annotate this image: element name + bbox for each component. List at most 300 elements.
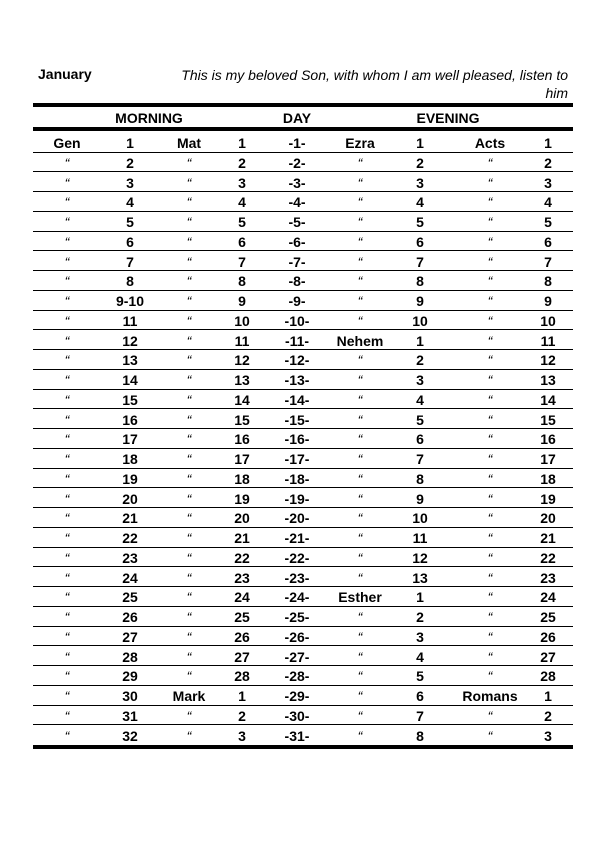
cell-day-number: -4-: [288, 194, 306, 211]
cell-evening-book: Nehem: [336, 332, 384, 349]
cell-day-number: -27-: [284, 648, 310, 665]
cell-day-number: -2-: [288, 154, 306, 171]
row-divider: [33, 645, 573, 646]
cell-evening-book: “: [357, 451, 363, 467]
cell-evening-chapter: 8: [416, 727, 424, 744]
cell-evening-book: “: [357, 530, 363, 546]
cell-morning-book: “: [64, 174, 70, 191]
cell-evening-chapter: 2: [416, 609, 424, 625]
cell-morning-book: “: [64, 688, 70, 704]
cell-morning-chapter-2: 4: [238, 194, 246, 211]
cell-evening-chapter: 9: [416, 490, 424, 507]
cell-morning-chapter-2: 3: [238, 174, 246, 191]
cell-morning-chapter-2: 28: [234, 668, 250, 685]
cell-morning-book: “: [64, 214, 70, 230]
cell-morning-book-2: “: [186, 352, 192, 369]
cell-evening-book-2: “: [487, 174, 493, 191]
cell-morning-book: “: [64, 648, 70, 665]
cell-morning-chapter: 7: [126, 253, 134, 270]
cell-evening-book-2: “: [487, 253, 493, 270]
cell-day-number: -19-: [284, 490, 310, 507]
cell-morning-chapter: 19: [122, 470, 138, 487]
cell-evening-chapter-2: 6: [544, 233, 552, 250]
cell-evening-chapter: 6: [416, 431, 424, 448]
cell-evening-chapter-2: 4: [544, 194, 552, 211]
cell-day-number: -10-: [284, 312, 310, 329]
cell-morning-chapter: 31: [122, 707, 138, 724]
cell-evening-book: “: [357, 668, 363, 685]
header-rule: [33, 127, 573, 131]
row-divider: [33, 231, 573, 232]
cell-morning-chapter: 25: [122, 589, 138, 606]
cell-evening-book: “: [357, 510, 363, 527]
cell-evening-book: “: [357, 293, 363, 309]
cell-evening-book-2: “: [487, 589, 493, 606]
cell-evening-book: “: [357, 154, 363, 171]
cell-day-number: -9-: [288, 293, 306, 309]
row-divider: [33, 586, 573, 587]
cell-morning-book-2: Mat: [176, 135, 202, 151]
cell-morning-chapter-2: 11: [234, 332, 250, 349]
cell-evening-chapter: 5: [416, 668, 424, 685]
cell-evening-book-2: Acts: [474, 135, 506, 151]
cell-morning-book-2: “: [186, 174, 192, 191]
cell-evening-book: “: [357, 372, 363, 388]
cell-evening-chapter: 6: [416, 688, 424, 704]
cell-evening-chapter: 8: [416, 273, 424, 290]
row-divider: [33, 606, 573, 607]
cell-morning-book: “: [64, 569, 70, 586]
cell-evening-book: “: [357, 273, 363, 290]
cell-evening-book: “: [357, 411, 363, 428]
cell-evening-book-2: “: [487, 451, 493, 467]
cell-morning-chapter-2: 1: [238, 688, 246, 704]
header-day: DAY: [282, 110, 312, 126]
cell-evening-book: Esther: [338, 589, 382, 606]
cell-morning-chapter: 16: [122, 411, 138, 428]
cell-evening-book-2: “: [487, 490, 493, 507]
top-rule: [33, 103, 573, 107]
cell-morning-book-2: Mark: [172, 688, 206, 704]
cell-evening-chapter: 10: [412, 312, 428, 329]
cell-day-number: -23-: [284, 569, 310, 586]
cell-evening-book-2: “: [487, 510, 493, 527]
cell-evening-book-2: “: [487, 470, 493, 487]
cell-morning-chapter: 30: [122, 688, 138, 704]
cell-morning-book-2: “: [186, 609, 192, 625]
cell-morning-chapter-2: 15: [234, 411, 250, 428]
cell-morning-book: “: [64, 233, 70, 250]
cell-morning-book: “: [64, 727, 70, 744]
cell-evening-book: “: [357, 352, 363, 369]
cell-evening-chapter-2: 15: [540, 411, 556, 428]
cell-day-number: -11-: [284, 332, 310, 349]
cell-evening-chapter-2: 1: [544, 135, 552, 151]
cell-evening-book: “: [357, 470, 363, 487]
cell-morning-chapter: 1: [126, 135, 134, 151]
cell-evening-book-2: “: [487, 609, 493, 625]
cell-evening-book: Ezra: [345, 135, 375, 151]
cell-evening-book-2: “: [487, 648, 493, 665]
row-divider: [33, 191, 573, 192]
cell-day-number: -29-: [284, 688, 310, 704]
cell-morning-chapter: 6: [126, 233, 134, 250]
cell-morning-book: “: [64, 530, 70, 546]
cell-evening-chapter-2: 7: [544, 253, 552, 270]
cell-evening-chapter-2: 26: [540, 628, 556, 645]
cell-morning-chapter: 32: [122, 727, 138, 744]
cell-evening-book: “: [357, 174, 363, 191]
cell-day-number: -31-: [284, 727, 310, 744]
cell-evening-chapter-2: 1: [544, 688, 552, 704]
cell-morning-chapter: 4: [126, 194, 134, 211]
row-divider: [33, 250, 573, 251]
cell-morning-chapter: 21: [122, 510, 138, 527]
verse-text: This is my beloved Son, with whom I am well pleased, listen to him: [181, 67, 568, 101]
cell-day-number: -13-: [284, 372, 310, 388]
cell-day-number: -20-: [284, 510, 310, 527]
cell-evening-chapter: 7: [416, 707, 424, 724]
cell-morning-book-2: “: [186, 569, 192, 586]
cell-morning-chapter: 5: [126, 214, 134, 230]
row-divider: [33, 566, 573, 567]
cell-evening-book: “: [357, 648, 363, 665]
cell-evening-book: “: [357, 707, 363, 724]
cell-morning-chapter-2: 9: [238, 293, 246, 309]
cell-morning-chapter-2: 22: [234, 549, 250, 566]
cell-morning-chapter-2: 19: [234, 490, 250, 507]
cell-morning-book: “: [64, 589, 70, 606]
cell-morning-book-2: “: [186, 549, 192, 566]
cell-morning-chapter-2: 27: [234, 648, 250, 665]
cell-morning-chapter-2: 14: [234, 391, 250, 408]
cell-morning-book: “: [64, 293, 70, 309]
cell-evening-chapter-2: 16: [540, 431, 556, 448]
row-divider: [33, 468, 573, 469]
cell-evening-book-2: “: [487, 628, 493, 645]
header-evening: EVENING: [416, 110, 480, 126]
cell-morning-chapter: 27: [122, 628, 138, 645]
cell-evening-chapter: 5: [416, 411, 424, 428]
cell-morning-chapter: 23: [122, 549, 138, 566]
cell-evening-chapter-2: 17: [540, 451, 556, 467]
cell-morning-chapter-2: 24: [234, 589, 250, 606]
cell-evening-book: “: [357, 312, 363, 329]
month-title: January: [38, 66, 92, 82]
cell-evening-chapter: 12: [412, 549, 428, 566]
cell-morning-book-2: “: [186, 372, 192, 388]
cell-morning-chapter-2: 7: [238, 253, 246, 270]
cell-morning-chapter-2: 5: [238, 214, 246, 230]
cell-evening-book: “: [357, 253, 363, 270]
cell-morning-chapter: 2: [126, 154, 134, 171]
row-divider: [33, 487, 573, 488]
cell-evening-chapter: 9: [416, 293, 424, 309]
cell-morning-book: “: [64, 707, 70, 724]
cell-evening-chapter: 1: [416, 332, 424, 349]
row-divider: [33, 270, 573, 271]
cell-morning-book-2: “: [186, 233, 192, 250]
cell-morning-chapter: 29: [122, 668, 138, 685]
row-divider: [33, 211, 573, 212]
cell-morning-book-2: “: [186, 530, 192, 546]
cell-morning-chapter: 3: [126, 174, 134, 191]
cell-morning-chapter-2: 6: [238, 233, 246, 250]
row-divider: [33, 626, 573, 627]
cell-morning-book-2: “: [186, 727, 192, 744]
cell-morning-book-2: “: [186, 273, 192, 290]
cell-evening-book: “: [357, 727, 363, 744]
cell-morning-chapter: 22: [122, 530, 138, 546]
cell-evening-book-2: “: [487, 372, 493, 388]
cell-day-number: -30-: [284, 707, 310, 724]
cell-evening-book-2: “: [487, 707, 493, 724]
cell-day-number: -26-: [284, 628, 310, 645]
row-divider: [33, 527, 573, 528]
cell-evening-chapter: 2: [416, 352, 424, 369]
cell-evening-book-2: “: [487, 214, 493, 230]
cell-day-number: -25-: [284, 609, 310, 625]
cell-morning-book: “: [64, 194, 70, 211]
cell-day-number: -17-: [284, 451, 310, 467]
cell-morning-chapter-2: 1: [238, 135, 246, 151]
cell-evening-chapter: 4: [416, 648, 424, 665]
cell-evening-chapter: 3: [416, 628, 424, 645]
cell-evening-chapter: 4: [416, 194, 424, 211]
cell-evening-chapter: 5: [416, 214, 424, 230]
row-divider: [33, 389, 573, 390]
cell-evening-chapter-2: 8: [544, 273, 552, 290]
cell-day-number: -6-: [288, 233, 306, 250]
cell-morning-chapter-2: 25: [234, 609, 250, 625]
cell-evening-chapter-2: 5: [544, 214, 552, 230]
cell-morning-book: “: [64, 352, 70, 369]
cell-morning-book-2: “: [186, 214, 192, 230]
cell-evening-chapter-2: 2: [544, 154, 552, 171]
cell-day-number: -3-: [288, 174, 306, 191]
cell-evening-chapter-2: 12: [540, 352, 556, 369]
cell-morning-book: “: [64, 154, 70, 171]
cell-day-number: -7-: [288, 253, 306, 270]
cell-morning-book-2: “: [186, 470, 192, 487]
cell-evening-chapter-2: 2: [544, 707, 552, 724]
cell-evening-chapter: 4: [416, 391, 424, 408]
cell-morning-chapter-2: 13: [234, 372, 250, 388]
cell-morning-book-2: “: [186, 312, 192, 329]
cell-morning-book: “: [64, 372, 70, 388]
cell-morning-chapter-2: 10: [234, 312, 250, 329]
cell-evening-book: “: [357, 214, 363, 230]
cell-evening-book-2: “: [487, 273, 493, 290]
cell-evening-book: “: [357, 609, 363, 625]
cell-morning-book-2: “: [186, 431, 192, 448]
cell-day-number: -12-: [284, 352, 310, 369]
cell-evening-chapter-2: 25: [540, 609, 556, 625]
header-morning: MORNING: [115, 110, 183, 126]
row-divider: [33, 329, 573, 330]
cell-morning-book: “: [64, 312, 70, 329]
cell-morning-chapter: 24: [122, 569, 138, 586]
cell-evening-book: “: [357, 628, 363, 645]
cell-morning-book-2: “: [186, 391, 192, 408]
cell-evening-book-2: “: [487, 668, 493, 685]
cell-morning-book: “: [64, 628, 70, 645]
row-divider: [33, 448, 573, 449]
cell-morning-book: “: [64, 431, 70, 448]
cell-evening-book: “: [357, 391, 363, 408]
row-divider: [33, 369, 573, 370]
cell-day-number: -24-: [284, 589, 310, 606]
cell-evening-book: “: [357, 233, 363, 250]
cell-evening-chapter: 10: [412, 510, 428, 527]
cell-morning-chapter-2: 16: [234, 431, 250, 448]
cell-day-number: -1-: [288, 135, 306, 151]
cell-morning-chapter-2: 2: [238, 154, 246, 171]
row-divider: [33, 349, 573, 350]
cell-evening-book-2: “: [487, 194, 493, 211]
cell-day-number: -5-: [288, 214, 306, 230]
cell-evening-book: “: [357, 688, 363, 704]
cell-morning-chapter-2: 17: [234, 451, 250, 467]
cell-morning-chapter: 13: [122, 352, 138, 369]
cell-morning-book-2: “: [186, 154, 192, 171]
cell-morning-book: “: [64, 549, 70, 566]
cell-evening-chapter: 2: [416, 154, 424, 171]
cell-evening-chapter-2: 21: [540, 530, 556, 546]
cell-morning-chapter-2: 18: [234, 470, 250, 487]
cell-day-number: -14-: [284, 391, 310, 408]
cell-day-number: -18-: [284, 470, 310, 487]
cell-morning-chapter: 20: [122, 490, 138, 507]
cell-evening-chapter: 3: [416, 174, 424, 191]
cell-morning-book: “: [64, 253, 70, 270]
cell-morning-book: “: [64, 411, 70, 428]
cell-evening-book: “: [357, 549, 363, 566]
cell-morning-book-2: “: [186, 707, 192, 724]
cell-morning-book: “: [64, 332, 70, 349]
row-divider: [33, 724, 573, 725]
cell-evening-chapter: 7: [416, 253, 424, 270]
cell-morning-chapter: 26: [122, 609, 138, 625]
cell-evening-chapter-2: 18: [540, 470, 556, 487]
cell-evening-book-2: “: [487, 293, 493, 309]
cell-evening-book-2: “: [487, 312, 493, 329]
cell-morning-book-2: “: [186, 510, 192, 527]
cell-evening-chapter-2: 9: [544, 293, 552, 309]
cell-morning-chapter-2: 12: [234, 352, 250, 369]
cell-morning-chapter: 11: [122, 312, 138, 329]
cell-morning-book-2: “: [186, 668, 192, 685]
cell-morning-book: Gen: [53, 135, 81, 151]
cell-evening-book-2: “: [487, 569, 493, 586]
cell-morning-chapter: 12: [122, 332, 138, 349]
cell-evening-chapter-2: 24: [540, 589, 556, 606]
cell-morning-book-2: “: [186, 253, 192, 270]
cell-evening-book-2: “: [487, 549, 493, 566]
cell-morning-book-2: “: [186, 194, 192, 211]
cell-day-number: -8-: [288, 273, 306, 290]
cell-morning-chapter-2: 21: [234, 530, 250, 546]
row-divider: [33, 428, 573, 429]
cell-evening-chapter: 1: [416, 589, 424, 606]
cell-morning-book-2: “: [186, 628, 192, 645]
cell-morning-book-2: “: [186, 411, 192, 428]
cell-morning-chapter: 8: [126, 273, 134, 290]
cell-evening-book-2: Romans: [462, 688, 518, 704]
cell-evening-chapter-2: 20: [540, 510, 556, 527]
cell-morning-chapter-2: 26: [234, 628, 250, 645]
cell-morning-book: “: [64, 609, 70, 625]
cell-morning-chapter: 28: [122, 648, 138, 665]
cell-evening-book-2: “: [487, 233, 493, 250]
cell-morning-chapter: 14: [122, 372, 138, 388]
row-divider: [33, 310, 573, 311]
cell-evening-chapter-2: 19: [540, 490, 556, 507]
cell-morning-book: “: [64, 490, 70, 507]
cell-morning-chapter: 17: [122, 431, 138, 448]
cell-evening-chapter: 1: [416, 135, 424, 151]
cell-evening-book-2: “: [487, 154, 493, 171]
cell-morning-book-2: “: [186, 490, 192, 507]
cell-morning-chapter-2: 20: [234, 510, 250, 527]
cell-day-number: -16-: [284, 431, 310, 448]
cell-morning-book-2: “: [186, 293, 192, 309]
cell-morning-book: “: [64, 451, 70, 467]
cell-morning-book-2: “: [186, 589, 192, 606]
cell-evening-chapter-2: 28: [540, 668, 556, 685]
row-divider: [33, 171, 573, 172]
cell-evening-book-2: “: [487, 332, 493, 349]
cell-evening-chapter: 7: [416, 451, 424, 467]
cell-morning-book: “: [64, 668, 70, 685]
cell-evening-book-2: “: [487, 431, 493, 448]
cell-evening-chapter-2: 3: [544, 727, 552, 744]
cell-morning-chapter: 18: [122, 451, 138, 467]
cell-evening-chapter-2: 23: [540, 569, 556, 586]
cell-evening-book-2: “: [487, 727, 493, 744]
row-divider: [33, 547, 573, 548]
cell-evening-book: “: [357, 569, 363, 586]
cell-evening-chapter-2: 27: [540, 648, 556, 665]
cell-evening-chapter: 3: [416, 372, 424, 388]
cell-morning-chapter: 9-10: [115, 293, 145, 309]
row-divider: [33, 685, 573, 686]
cell-evening-chapter-2: 3: [544, 174, 552, 191]
cell-day-number: -22-: [284, 549, 310, 566]
cell-evening-chapter: 13: [412, 569, 428, 586]
cell-morning-chapter: 15: [122, 391, 138, 408]
row-divider: [33, 507, 573, 508]
row-divider: [33, 152, 573, 153]
cell-morning-chapter-2: 8: [238, 273, 246, 290]
cell-morning-book-2: “: [186, 332, 192, 349]
cell-morning-chapter-2: 3: [238, 727, 246, 744]
row-divider: [33, 290, 573, 291]
cell-evening-book-2: “: [487, 352, 493, 369]
cell-day-number: -15-: [284, 411, 310, 428]
cell-evening-book: “: [357, 431, 363, 448]
cell-evening-book-2: “: [487, 391, 493, 408]
cell-morning-book: “: [64, 273, 70, 290]
bottom-rule: [33, 745, 573, 749]
cell-morning-book-2: “: [186, 648, 192, 665]
cell-morning-book: “: [64, 510, 70, 527]
cell-evening-book-2: “: [487, 411, 493, 428]
cell-morning-book: “: [64, 391, 70, 408]
cell-morning-chapter-2: 2: [238, 707, 246, 724]
cell-evening-chapter: 8: [416, 470, 424, 487]
cell-day-number: -28-: [284, 668, 310, 685]
